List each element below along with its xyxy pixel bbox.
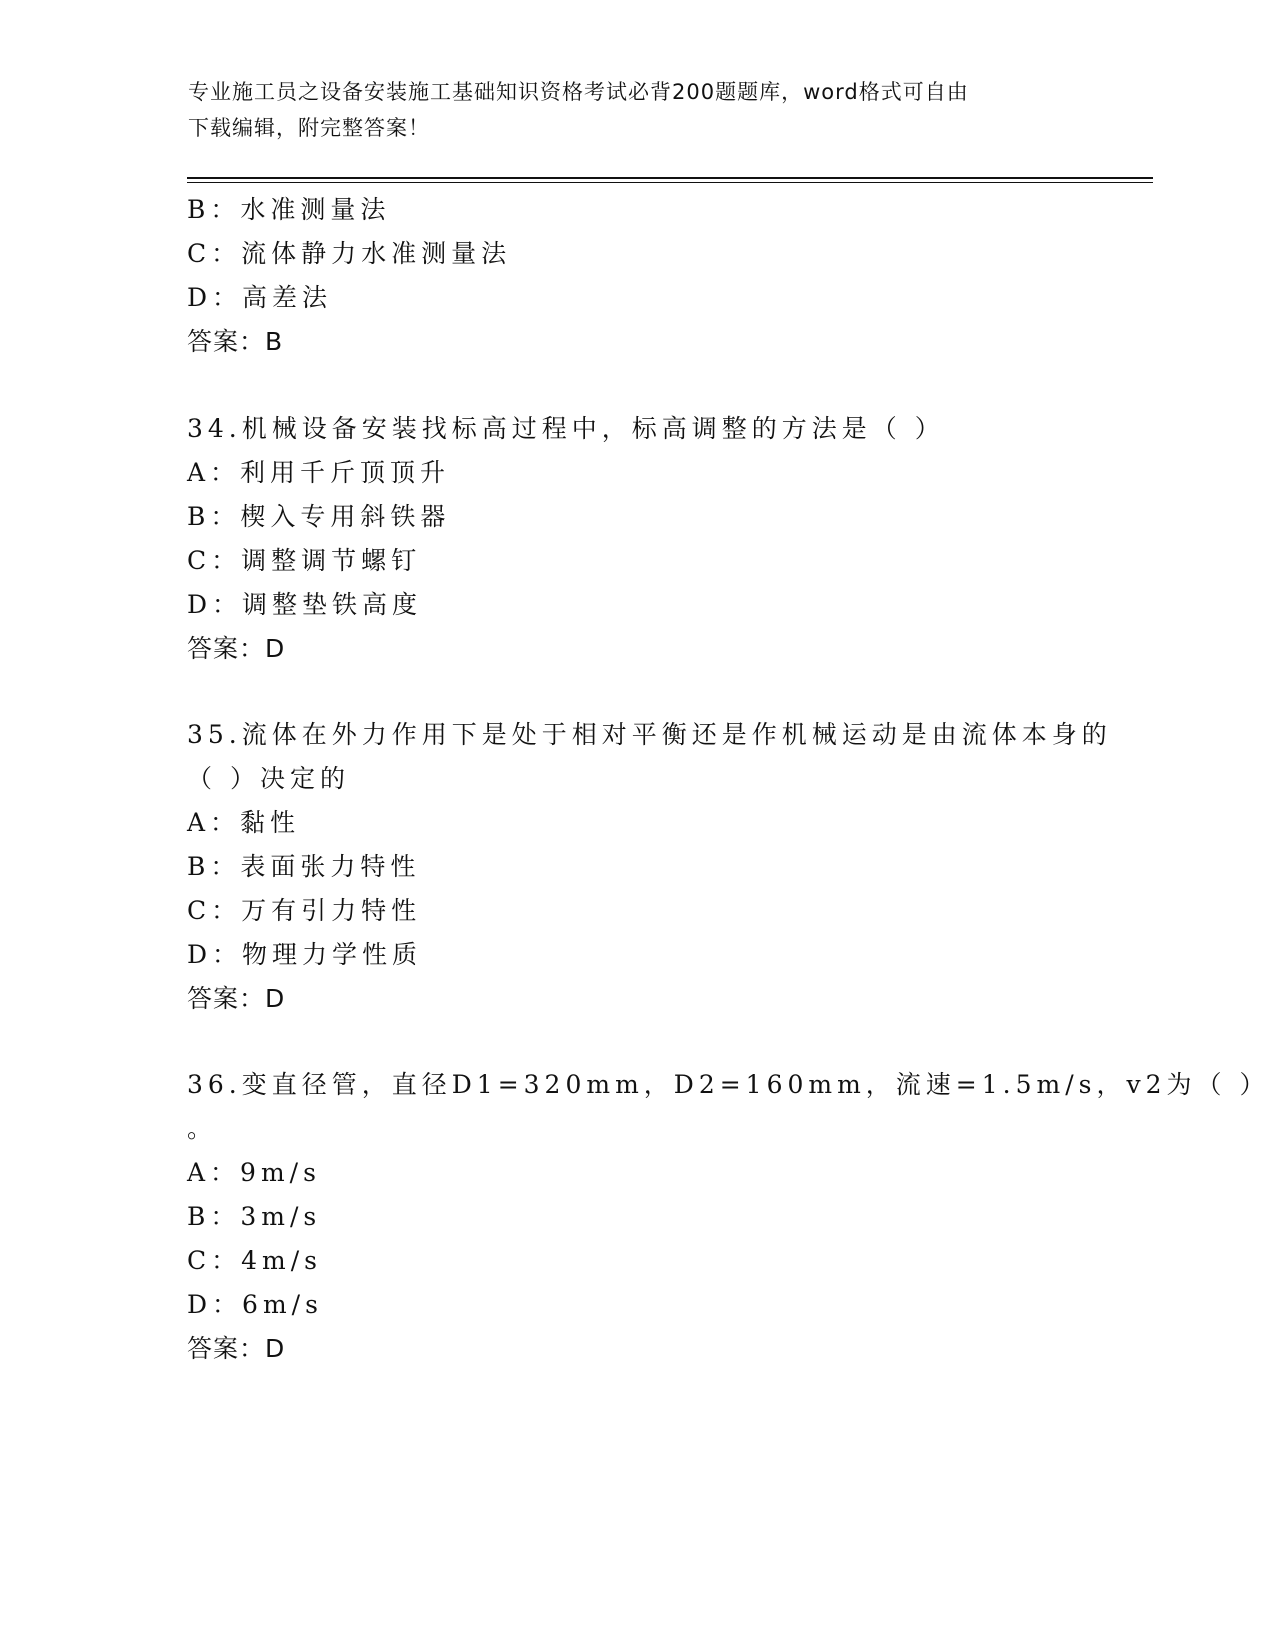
q35-stem-line-2: （ ）决定的 xyxy=(187,764,350,793)
q34-option-a: A：利用千斤顶顶升 xyxy=(187,458,451,487)
q36-answer: 答案：D xyxy=(187,1334,286,1363)
q35-answer: 答案：D xyxy=(187,984,286,1013)
q35-option-d: D：物理力学性质 xyxy=(187,940,423,969)
q36-stem-line-2: 。 xyxy=(187,1114,218,1143)
q36-option-b: B：3m/s xyxy=(187,1202,322,1231)
header-rule-thick xyxy=(187,177,1153,179)
q36-option-a: A：9m/s xyxy=(187,1158,321,1187)
q33-option-c: C：流体静力水准测量法 xyxy=(187,239,512,268)
header-title-line-2: 下载编辑，附完整答案！ xyxy=(188,116,430,140)
header-rule-thin xyxy=(187,182,1153,183)
q34-answer: 答案：D xyxy=(187,634,286,663)
q33-option-b: B：水准测量法 xyxy=(187,195,391,224)
q34-option-b: B：楔入专用斜铁器 xyxy=(187,502,451,531)
q36-option-c: C：4m/s xyxy=(187,1246,322,1275)
q34-option-c: C：调整调节螺钉 xyxy=(187,546,422,575)
q34-stem: 34.机械设备安装找标高过程中，标高调整的方法是（ ） xyxy=(187,414,945,443)
q36-stem-line-1: 36.变直径管，直径D1=320mm，D2=160mm，流速=1.5m/s，v2为（ ） xyxy=(187,1070,1270,1099)
q35-stem-line-1: 35.流体在外力作用下是处于相对平衡还是作机械运动是由流体本身的 xyxy=(187,720,1112,749)
header-title-line-1: 专业施工员之设备安装施工基础知识资格考试必背200题题库，word格式可自由 xyxy=(188,80,969,104)
q35-option-b: B：表面张力特性 xyxy=(187,852,421,881)
q36-option-d: D：6m/s xyxy=(187,1290,323,1319)
document-header xyxy=(188,74,1068,146)
q35-option-a: A：黏性 xyxy=(187,808,301,837)
q34-option-d: D：调整垫铁高度 xyxy=(187,590,423,619)
q33-answer: 答案：B xyxy=(187,327,284,356)
q33-option-d: D：高差法 xyxy=(187,283,333,312)
q35-option-c: C：万有引力特性 xyxy=(187,896,422,925)
